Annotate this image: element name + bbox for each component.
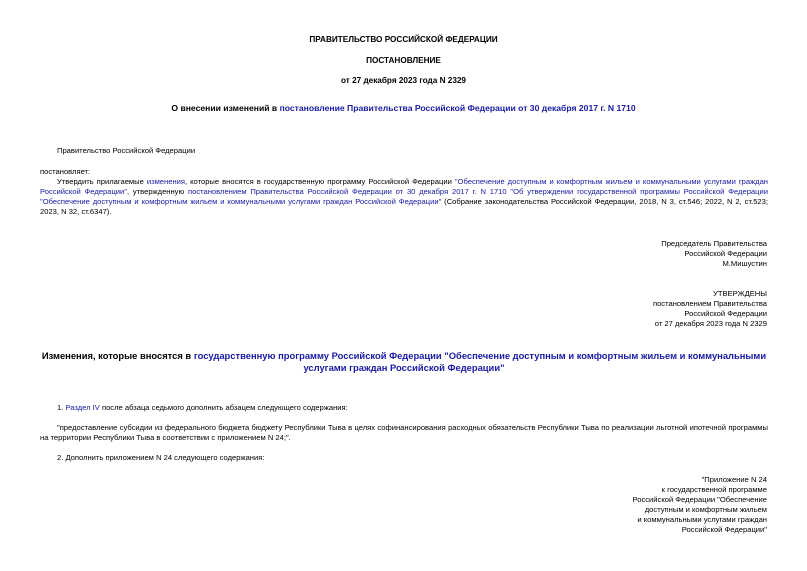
program-link[interactable]: "Обеспечение доступным и комфортным жильем и коммунальными услугами граждан Российской Федерации" <box>40 177 768 197</box>
issuer-text: Правительство Российской Федерации <box>57 146 196 155</box>
main-paragraph-text-4: (Собрание законодательства Российской Федерации, 2018, N 3, ст.546; 2022, N 2, ст.523; 2023, N 32, ст.6347). <box>40 197 768 217</box>
document-title-prefix: О внесении изменений в <box>171 103 280 113</box>
section-iv-link[interactable]: Раздел IV <box>65 403 100 412</box>
resolves-text: постановляет: <box>40 167 91 176</box>
item-1-number: 1. <box>57 403 66 412</box>
main-paragraph-text-1: Утвердить прилагаемые <box>57 177 147 186</box>
approval-line-2: постановлением Правительства <box>652 299 767 309</box>
appendix-line-2: к государственной программе <box>661 485 767 495</box>
item-2: 2. Дополнить приложением N 24 следующего содержания: <box>57 453 265 462</box>
main-paragraph <box>40 177 768 217</box>
appendix-line-5: и коммунальными услугами граждан <box>637 515 767 525</box>
changes-link[interactable]: изменения <box>146 177 185 186</box>
title-resolution-link[interactable]: постановление Правительства Российской Федерации от 30 декабря 2017 г. N 1710 <box>279 103 636 113</box>
resolution-1710-link[interactable]: постановлением Правительства Российской Федерации от 30 декабря 2017 г. N 1710 "Об утверждении государственной программы Российской Федерации "Обеспечение доступным и комфортным жильем и коммунальными услугами граждан Российской Федерации" <box>40 187 768 207</box>
government-heading: ПРАВИТЕЛЬСТВО РОССИЙСКОЙ ФЕДЕРАЦИИ <box>309 35 498 44</box>
changes-title-prefix: Изменения, которые вносятся в <box>41 350 194 361</box>
signature-name: М.Мишустин <box>722 259 767 269</box>
document-title <box>0 103 807 114</box>
signature-country: Российской Федерации <box>684 249 767 259</box>
main-paragraph-text-3: , утвержденную <box>126 187 188 197</box>
item-1-text: после абзаца седьмого дополнить абзацем следующего содержания: <box>99 403 348 412</box>
signature-position: Председатель Правительства <box>661 239 767 248</box>
appendix-line-4: доступным и комфортным жильем <box>644 505 767 515</box>
changes-program-link[interactable]: государственную программу Российской Федерации "Обеспечение доступным и комфортным жильем и коммунальными услугами граждан Российской Федерации" <box>193 350 767 374</box>
appendix-block <box>507 475 767 535</box>
appendix-line-6: Российской Федерации" <box>681 525 767 535</box>
appendix-line-3: Российской Федерации "Обеспечение <box>632 495 767 505</box>
main-paragraph-text-2: , которые вносятся в государственную программу Российской Федерации <box>185 177 455 186</box>
approval-line-3: Российской Федерации <box>684 309 767 319</box>
document-date-number: от 27 декабря 2023 года N 2329 <box>341 76 466 85</box>
approval-line-4: от 27 декабря 2023 года N 2329 <box>654 319 767 329</box>
approval-block <box>507 289 767 329</box>
changes-title <box>40 350 768 374</box>
item-1 <box>57 403 348 413</box>
signature-block <box>507 239 767 269</box>
appendix-line-1: "Приложение N 24 <box>701 475 767 484</box>
item-1-quote: "предоставление субсидии из федерального бюджета бюджету Республики Тыва в целях софинансирования расходных обязательств Республики Тыва по реализации льготной ипотечной программы на территории Республики Тыва в соответствии с приложением N 24;". <box>40 423 768 443</box>
document-type-heading: ПОСТАНОВЛЕНИЕ <box>366 56 441 65</box>
approval-heading: УТВЕРЖДЕНЫ <box>713 289 767 298</box>
